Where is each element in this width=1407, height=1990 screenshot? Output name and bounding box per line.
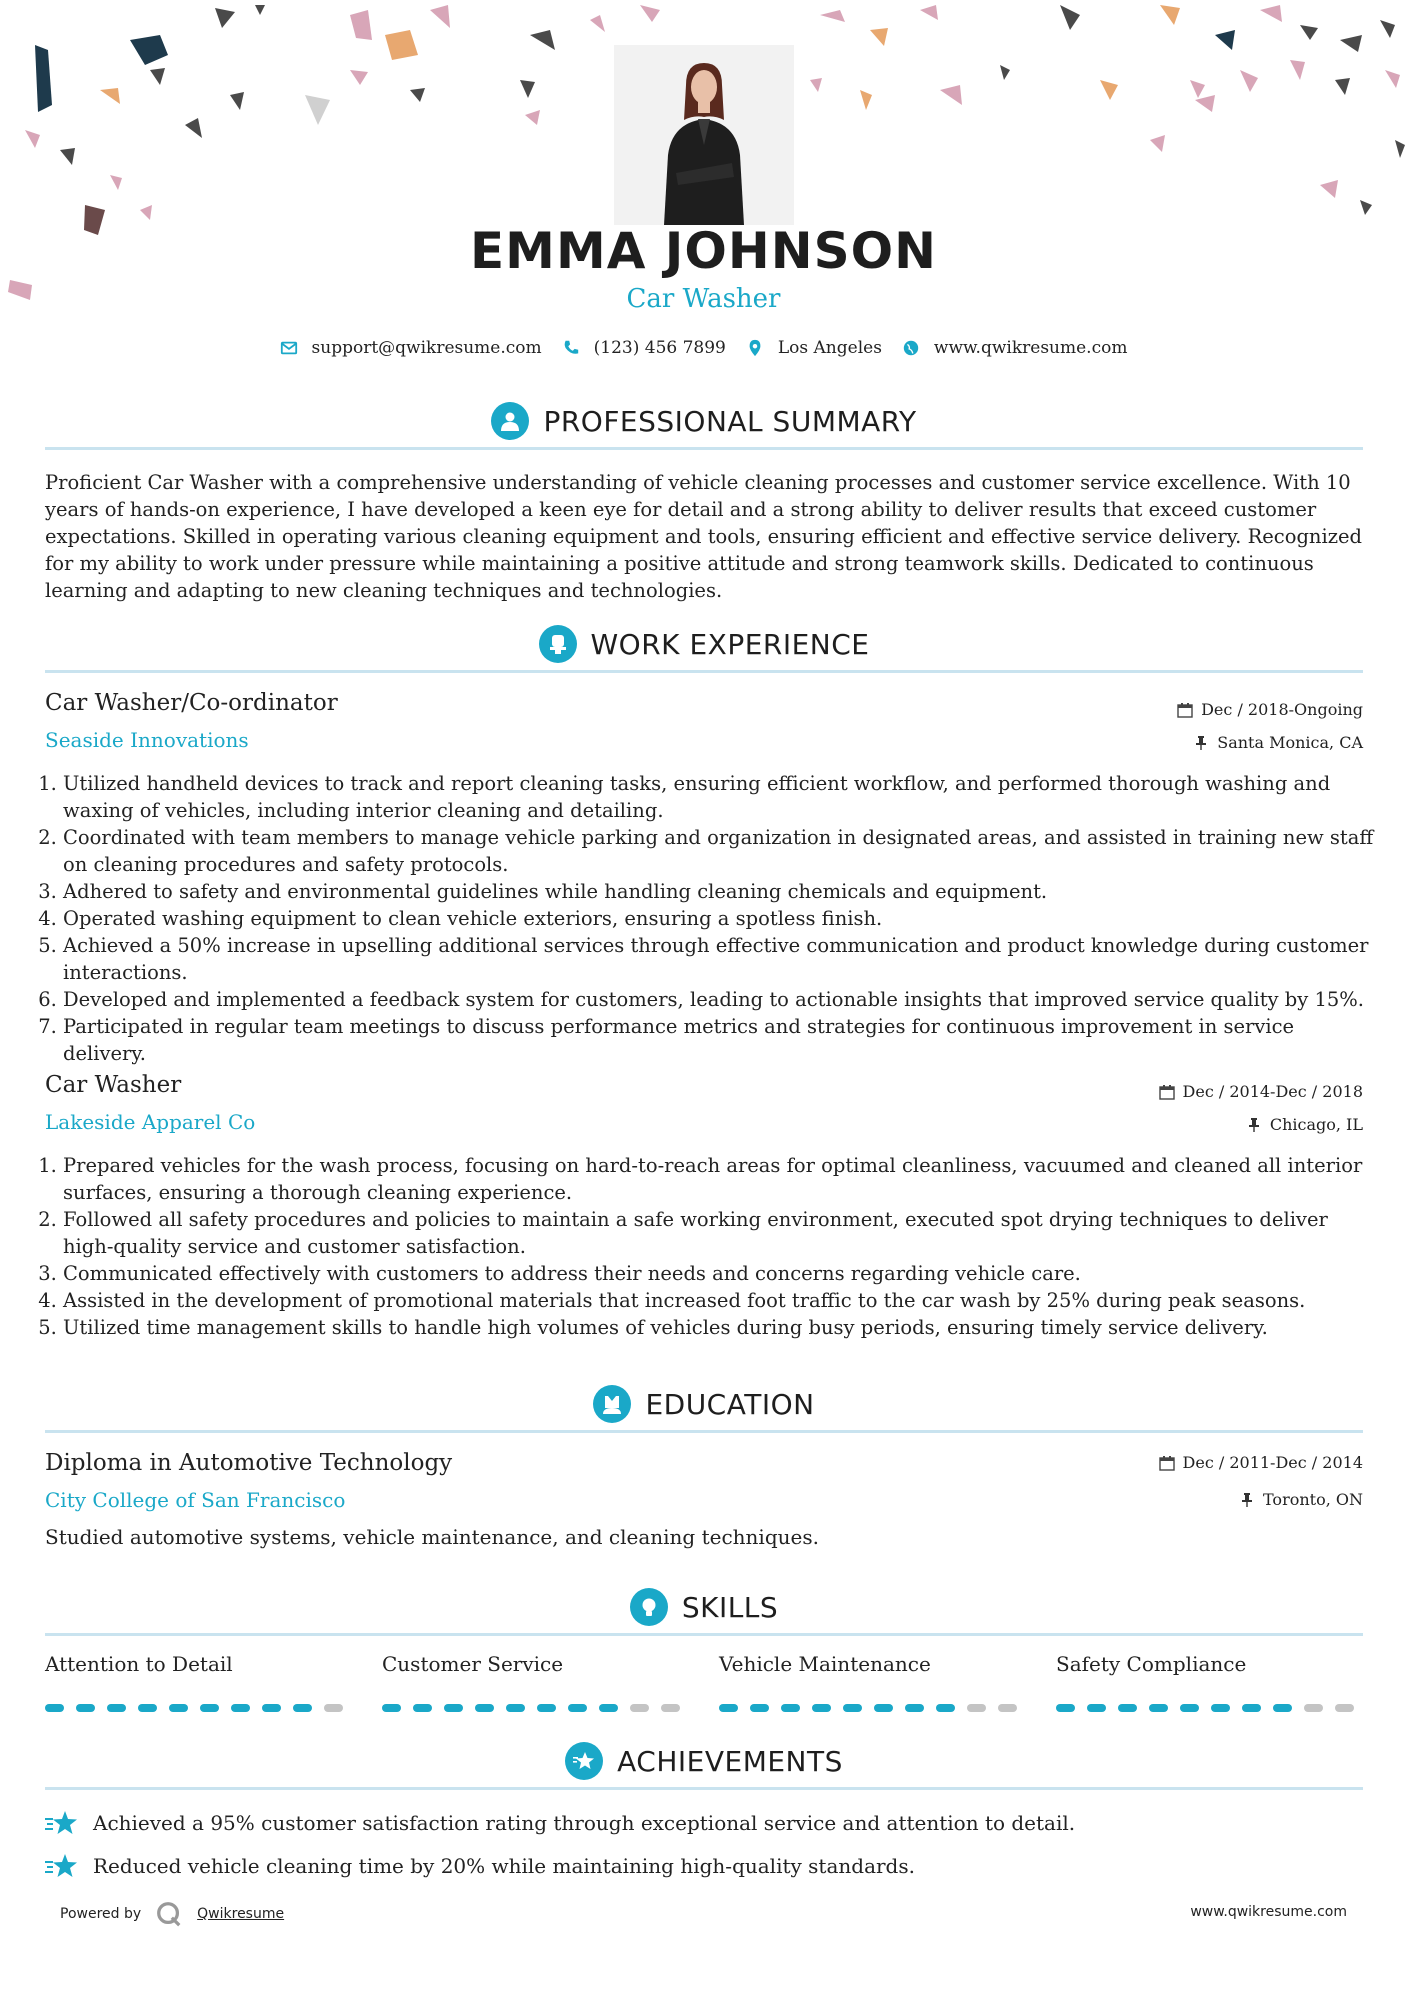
rating-dot-filled (843, 1704, 862, 1712)
contact-email[interactable] (280, 338, 542, 358)
rating-dot-empty (1304, 1704, 1323, 1712)
contact-location (746, 338, 882, 358)
experience-heading-label: WORK EXPERIENCE (590, 627, 870, 661)
school-name: City College of San Francisco (45, 1488, 346, 1512)
skill-item (45, 1652, 345, 1676)
rating-dot-filled (506, 1704, 525, 1712)
rating-dot-filled (537, 1704, 556, 1712)
rating-dot-empty (967, 1704, 986, 1712)
graduation-icon (593, 1385, 631, 1423)
achievements-heading (45, 1740, 1363, 1782)
rating-dot-filled (107, 1704, 126, 1712)
skills-heading (45, 1586, 1363, 1628)
job1-location: Santa Monica, CA (1193, 733, 1363, 752)
list-item: 3. Communicated effectively with customers to address their needs and concerns regarding vehicle care. (63, 1260, 1383, 1287)
skills-heading-label: SKILLS (681, 1590, 779, 1624)
contact-bar (0, 338, 1407, 358)
calendar-icon (1159, 1084, 1175, 1100)
rating-dot-filled (905, 1704, 924, 1712)
star-icon (45, 1851, 79, 1881)
list-item: 1. Prepared vehicles for the wash process, focusing on hard-to-reach areas for optimal cleanliness, vacuumed and cleaned all interior surfaces, ensuring a thorough cleaning experience. (63, 1152, 1383, 1206)
rating-dot-filled (1180, 1704, 1199, 1712)
experience-rule (45, 670, 1363, 673)
education-heading (45, 1383, 1363, 1425)
rating-dot-filled (293, 1704, 312, 1712)
job2-location: Chicago, IL (1246, 1115, 1363, 1134)
phone-text: (123) 456 7899 (593, 338, 726, 358)
education-description: Studied automotive systems, vehicle maintenance, and cleaning techniques. (45, 1525, 819, 1549)
achievements-rule (45, 1787, 1363, 1790)
website-text: www.qwikresume.com (933, 338, 1128, 358)
rating-dot-filled (1273, 1704, 1292, 1712)
user-icon (491, 402, 529, 440)
pin-icon (1193, 735, 1209, 751)
skill-item (719, 1652, 1019, 1676)
rating-dot-filled (169, 1704, 188, 1712)
job1-title: Car Washer/Co-ordinator (45, 690, 338, 716)
skill-rating (719, 1704, 1017, 1712)
job2-title: Car Washer (45, 1072, 182, 1098)
job2-company: Lakeside Apparel Co (45, 1110, 256, 1134)
achievements-heading-label: ACHIEVEMENTS (617, 1744, 843, 1778)
skill-name: Safety Compliance (1056, 1652, 1247, 1676)
footer-powered-by: Powered by Qwikresume (60, 1900, 284, 1928)
location-text: Los Angeles (777, 338, 882, 358)
rating-dot-filled (781, 1704, 800, 1712)
globe-icon (902, 339, 920, 357)
pin-icon (1246, 1117, 1262, 1133)
rating-dot-filled (599, 1704, 618, 1712)
rating-dot-filled (936, 1704, 955, 1712)
summary-heading (45, 400, 1363, 442)
rating-dot-filled (382, 1704, 401, 1712)
rating-dot-filled (1056, 1704, 1075, 1712)
rating-dot-filled (45, 1704, 64, 1712)
rating-dot-filled (200, 1704, 219, 1712)
star-badge-icon (565, 1742, 603, 1780)
qwikresume-logo-icon (155, 1900, 183, 1928)
rating-dot-filled (1211, 1704, 1230, 1712)
candidate-name: EMMA JOHNSON (470, 222, 937, 280)
summary-rule (45, 447, 1363, 450)
skills-rule (45, 1633, 1363, 1636)
rating-dot-filled (475, 1704, 494, 1712)
rating-dot-filled (750, 1704, 769, 1712)
education-heading-label: EDUCATION (645, 1387, 815, 1421)
skill-rating (1056, 1704, 1354, 1712)
list-item: 5. Achieved a 50% increase in upselling additional services through effective communication and product knowledge during customer interactions. (63, 932, 1383, 986)
skill-item (382, 1652, 682, 1676)
map-pin-icon (746, 339, 764, 357)
rating-dot-filled (413, 1704, 432, 1712)
achievement-item: Reduced vehicle cleaning time by 20% while maintaining high-quality standards. (45, 1851, 915, 1881)
footer-website[interactable]: www.qwikresume.com (1190, 1904, 1347, 1920)
rating-dot-empty (630, 1704, 649, 1712)
job2-dates: Dec / 2014-Dec / 2018 (1159, 1082, 1363, 1101)
rating-dot-filled (231, 1704, 250, 1712)
job1-dates: Dec / 2018-Ongoing (1177, 700, 1363, 719)
rating-dot-filled (1242, 1704, 1261, 1712)
education-location: Toronto, ON (1239, 1490, 1363, 1509)
briefcase-icon (539, 625, 577, 663)
rating-dot-empty (661, 1704, 680, 1712)
rating-dot-empty (324, 1704, 343, 1712)
list-item: 2. Followed all safety procedures and policies to maintain a safe working environment, executed spot drying techniques to deliver high-quality service and customer satisfaction. (63, 1206, 1383, 1260)
job1-company: Seaside Innovations (45, 728, 249, 752)
job2-bullets (45, 1152, 1383, 1341)
experience-heading (45, 623, 1363, 665)
email-text: support@qwikresume.com (311, 338, 542, 358)
education-rule (45, 1430, 1363, 1433)
job1-bullets (45, 770, 1383, 1067)
rating-dot-filled (719, 1704, 738, 1712)
rating-dot-filled (444, 1704, 463, 1712)
list-item: 5. Utilized time management skills to handle high volumes of vehicles during busy periods, ensuring timely service delivery. (63, 1314, 1383, 1341)
skill-name: Attention to Detail (45, 1652, 233, 1676)
list-item: 3. Adhered to safety and environmental guidelines while handling cleaning chemicals and equipment. (63, 878, 1383, 905)
rating-dot-empty (998, 1704, 1017, 1712)
contact-website[interactable] (902, 338, 1128, 358)
envelope-icon (280, 339, 298, 357)
rating-dot-filled (812, 1704, 831, 1712)
pin-icon (1239, 1492, 1255, 1508)
calendar-icon (1177, 702, 1193, 718)
skill-name: Customer Service (382, 1652, 564, 1676)
skill-name: Vehicle Maintenance (719, 1652, 931, 1676)
rating-dot-filled (568, 1704, 587, 1712)
skill-rating (45, 1704, 343, 1712)
degree-title: Diploma in Automotive Technology (45, 1450, 453, 1476)
education-dates: Dec / 2011-Dec / 2014 (1159, 1453, 1363, 1472)
summary-text: Proficient Car Washer with a comprehensive understanding of vehicle cleaning processes and customer service excellence. With 10 years of hands-on experience, I have developed a keen eye for detail and a strong ability to deliver results that exceed customer expectations. Skilled in operating various cleaning equipment and tools, ensuring efficient and effective service delivery. Recognized for my ability to work under pressure while maintaining a positive attitude and strong teamwork skills. Dedicated to continuous learning and adapting to new cleaning techniques and technologies. (45, 471, 1363, 602)
list-item: 1. Utilized handheld devices to track and report cleaning tasks, ensuring efficient workflow, and performed thorough washing and waxing of vehicles, including interior cleaning and detailing. (63, 770, 1383, 824)
contact-phone[interactable] (562, 338, 726, 358)
rating-dot-empty (1335, 1704, 1354, 1712)
list-item: 7. Participated in regular team meetings to discuss performance metrics and strategies for continuous improvement in service delivery. (63, 1013, 1383, 1067)
list-item: 2. Coordinated with team members to manage vehicle parking and organization in designated areas, and assisted in training new staff on cleaning procedures and safety protocols. (63, 824, 1383, 878)
skill-item (1056, 1652, 1356, 1676)
rating-dot-filled (262, 1704, 281, 1712)
summary-heading-label: PROFESSIONAL SUMMARY (543, 404, 917, 438)
rating-dot-filled (76, 1704, 95, 1712)
job-title: Car Washer (626, 284, 781, 314)
list-item: 6. Developed and implemented a feedback system for customers, leading to actionable insights that improved service quality by 15%. (63, 986, 1383, 1013)
rating-dot-filled (1118, 1704, 1137, 1712)
rating-dot-filled (874, 1704, 893, 1712)
achievement-item: Achieved a 95% customer satisfaction rating through exceptional service and attention to detail. (45, 1808, 1075, 1838)
rating-dot-filled (1149, 1704, 1168, 1712)
lightbulb-icon (630, 1588, 668, 1626)
list-item: 4. Assisted in the development of promotional materials that increased foot traffic to the car wash by 25% during peak seasons. (63, 1287, 1383, 1314)
qwikresume-link[interactable]: Qwikresume (197, 1906, 285, 1922)
phone-icon (562, 339, 580, 357)
profile-photo (614, 45, 794, 225)
list-item: 4. Operated washing equipment to clean vehicle exteriors, ensuring a spotless finish. (63, 905, 1383, 932)
calendar-icon (1159, 1455, 1175, 1471)
skill-rating (382, 1704, 680, 1712)
rating-dot-filled (138, 1704, 157, 1712)
rating-dot-filled (1087, 1704, 1106, 1712)
star-icon (45, 1808, 79, 1838)
